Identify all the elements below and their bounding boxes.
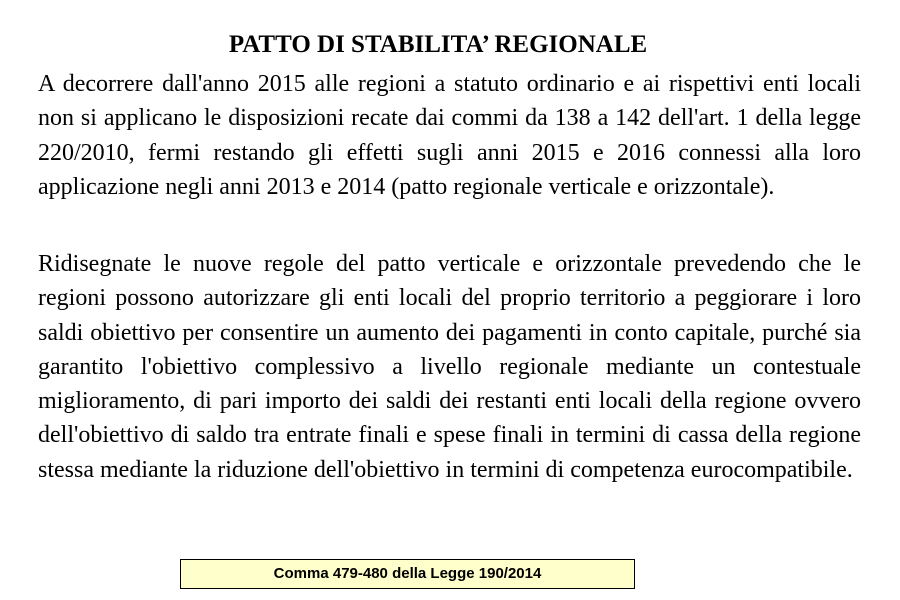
page-title: PATTO DI STABILITA’ REGIONALE — [228, 31, 648, 58]
source-caption-box: Comma 479-480 della Legge 190/2014 — [180, 559, 635, 589]
paragraph-2: Ridisegnate le nuove regole del patto verticale e orizzontale prevedendo che le regioni possono autorizzare gli enti locali del proprio territorio a peggiorare i loro saldi obiettivo per consentire un aumento dei pagamenti in conto capitale, purché sia garantito l'obiettivo complessivo a livello regionale mediante un contestuale miglioramento, di pari importo dei saldi dei restanti enti locali della regione ovvero dell'obiettivo di saldo tra entrate finali e spese finali in termini di cassa della regione stessa mediante la riduzione dell'obiettivo in termini di competenza eurocompatibile. — [38, 251, 861, 483]
paragraph-1: A decorrere dall'anno 2015 alle regioni a statuto ordinario e ai rispettivi enti locali non si applicano le disposizioni recate dai commi da 138 a 142 dell'art. 1 della legge 220/2010, fermi restando gli effetti sugli anni 2015 e 2016 connessi alla loro applicazione negli anni 2013 e 2014 (patto regionale verticale e orizzontale). — [38, 71, 861, 200]
